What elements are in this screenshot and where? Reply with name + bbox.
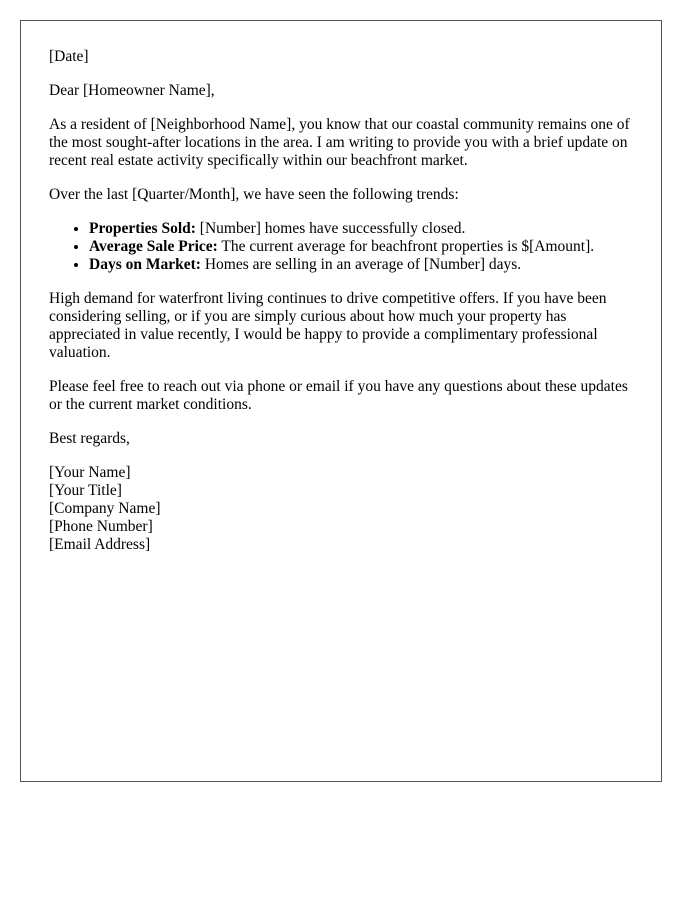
trend-label: Days on Market: (89, 256, 201, 273)
closing: Best regards, (49, 430, 130, 447)
demand-paragraph: High demand for waterfront living continues to drive competitive offers. If you have been considering selling, or if you are simply curious about how much your property has appreciated in value recently, I would be happy to provide a complimentary professional valuation. (49, 290, 607, 361)
list-item (89, 256, 632, 274)
trend-label: Properties Sold: (89, 220, 196, 237)
signature-name: [Your Name] (49, 464, 131, 481)
trend-label: Average Sale Price: (89, 238, 218, 255)
trend-text: Homes are selling in an average of [Number] days. (200, 256, 522, 273)
signature-company: [Company Name] (49, 500, 161, 517)
signature-title: [Your Title] (49, 482, 122, 499)
contact-paragraph: Please feel free to reach out via phone or email if you have any questions about these updates or the current market conditions. (49, 378, 628, 413)
intro-paragraph: As a resident of [Neighborhood Name], you know that our coastal community remains one of the most sought-after locations in the area. I am writing to provide you with a brief update on recent real estate activity specifically within our beachfront market. (49, 116, 630, 169)
signature-email: [Email Address] (49, 536, 151, 553)
trend-text: The current average for beachfront properties is $[Amount]. (217, 238, 595, 255)
signature-phone: [Phone Number] (49, 518, 153, 535)
list-item (89, 220, 632, 238)
salutation: Dear [Homeowner Name], (49, 82, 215, 99)
trends-list (49, 220, 632, 274)
trend-text: [Number] homes have successfully closed. (195, 220, 466, 237)
trends-intro: Over the last [Quarter/Month], we have seen the following trends: (49, 186, 459, 203)
list-item (89, 238, 632, 256)
signature-block (49, 464, 632, 554)
letter-date: [Date] (49, 48, 89, 65)
letter-page (20, 20, 662, 782)
